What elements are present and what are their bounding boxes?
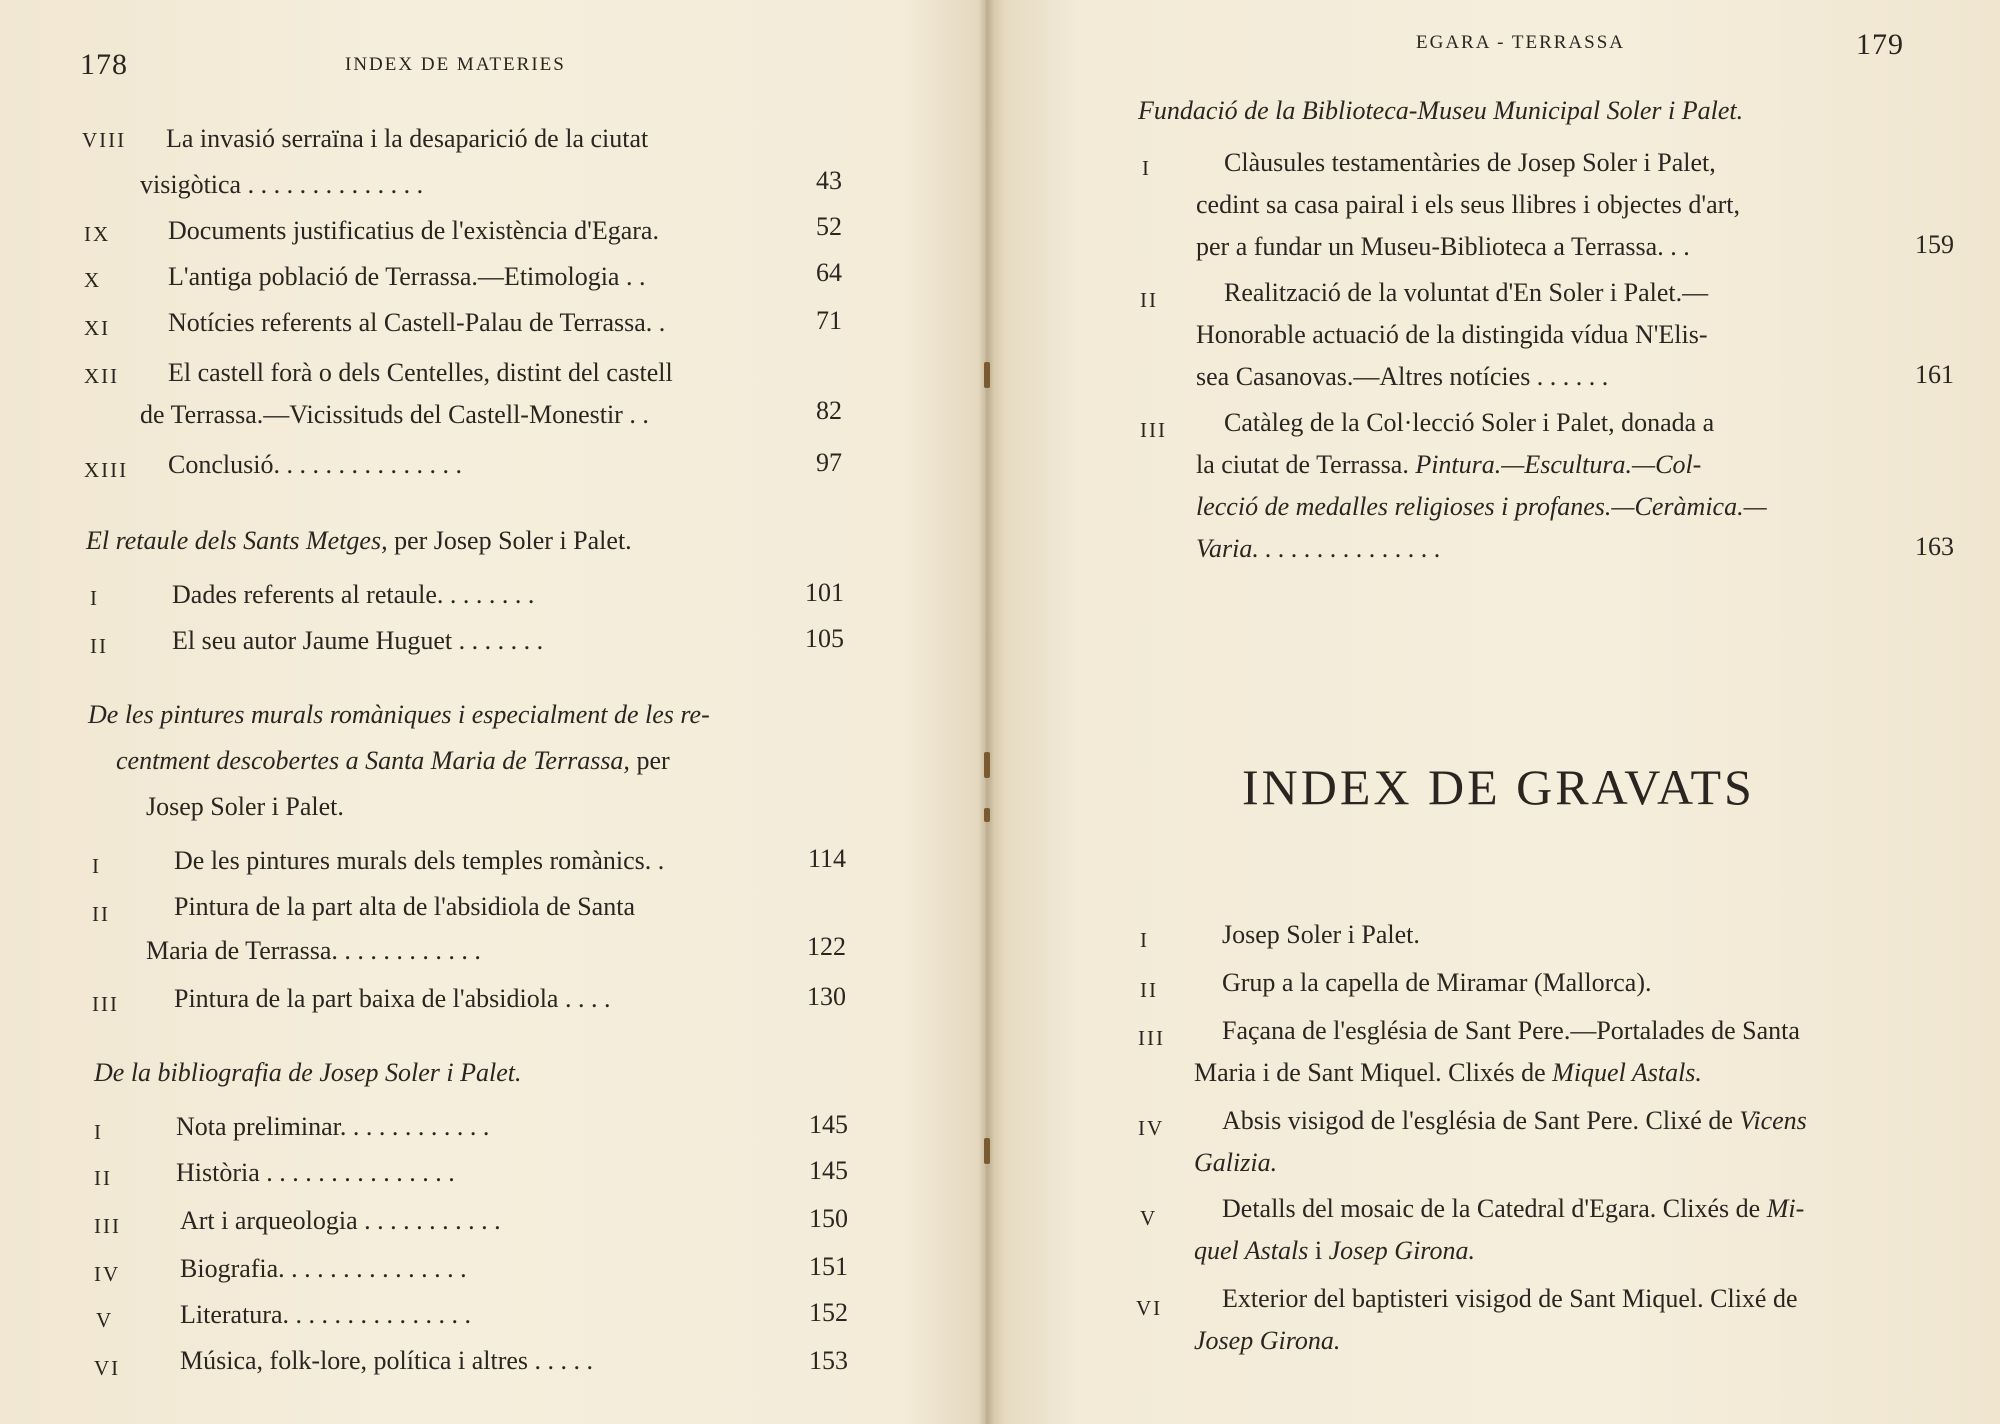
entry-numeral: XII (84, 364, 120, 388)
page-ref: 145 (809, 1110, 848, 1139)
entry-text: Maria de Terrassa. . . . . . . . . . . . (146, 936, 481, 965)
entry-numeral: IX (84, 222, 111, 246)
entry-text: de Terrassa.—Vicissituds del Castell-Monestir . . (140, 400, 649, 429)
entry-text: Josep Soler i Palet. (1222, 920, 1420, 949)
section-title (86, 526, 632, 556)
entry-text: Catàleg de la Col·lecció Soler i Palet, donada a (1224, 408, 1715, 437)
entry-numeral: V (96, 1308, 114, 1332)
page-ref: 153 (809, 1346, 848, 1375)
entry-text-italic: Josep Girona. (1328, 1236, 1475, 1265)
entry-text: Realització de la voluntat d'En Soler i Palet.— (1224, 278, 1709, 307)
entry-text: Documents justificatius de l'existència d'Egara. (168, 216, 659, 245)
entry-text (1194, 1142, 1277, 1184)
entry-text: Nota preliminar. . . . . . . . . . . . (176, 1112, 490, 1141)
entry-numeral: VI (94, 1356, 121, 1380)
entry-numeral: II (1140, 288, 1158, 312)
running-head: EGARA - TERRASSA (1416, 32, 1626, 53)
page-ref: 114 (807, 844, 846, 873)
entry-text: sea Casanovas.—Altres notícies . . . . . . (1196, 362, 1609, 391)
entry-text: Pintura de la part alta de l'absidiola de Santa (174, 892, 635, 921)
page-number: 178 (80, 48, 128, 81)
page-ref: 130 (807, 982, 846, 1011)
page-ref: 105 (805, 624, 844, 653)
entry-text: Clàusules testamentàries de Josep Soler i Palet, (1224, 148, 1716, 177)
entry-text-italic: Josep Girona. (1194, 1326, 1341, 1355)
page-ref: 71 (816, 306, 842, 335)
entry-text (1194, 1052, 1702, 1094)
left-page (0, 0, 978, 1424)
entry-text-part: Detalls del mosaic de la Catedral d'Egara. Clixés de (1222, 1194, 1761, 1223)
entry-text: visigòtica . . . . . . . . . . . . . . (140, 170, 424, 199)
entry-numeral: VI (1136, 1296, 1163, 1320)
page-ref: 163 (1915, 532, 1954, 561)
page-ref: 161 (1915, 360, 1954, 389)
binding-stitch (984, 752, 990, 778)
section-title (1138, 96, 1743, 126)
entry-text: lecció de medalles religioses i profanes.—Ceràmica.— (1196, 492, 1767, 521)
section-title (116, 746, 670, 776)
running-head: INDEX DE MATERIES (345, 54, 566, 75)
entry-text (1196, 444, 1701, 486)
entry-text: De les pintures murals dels temples romànics. . (174, 846, 665, 875)
entry-text: La invasió serraïna i la desaparició de la ciutat (166, 124, 649, 153)
entry-text: L'antiga població de Terrassa.—Etimologia . . (168, 262, 646, 291)
binding-stitch (984, 1138, 990, 1164)
page-ref: 82 (816, 396, 842, 425)
page-ref: 150 (809, 1204, 848, 1233)
page-ref: 97 (816, 448, 842, 477)
entry-text: Grup a la capella de Miramar (Mallorca). (1222, 968, 1652, 997)
entry-text (1194, 1320, 1340, 1362)
section-title-italic: centment descobertes a Santa Maria de Terrassa, (116, 746, 630, 775)
page-ref: 52 (816, 212, 842, 241)
entry-numeral: V (1140, 1206, 1158, 1230)
entry-numeral: III (1138, 1026, 1165, 1050)
entry-numeral: XI (84, 316, 111, 340)
entry-numeral: I (94, 1120, 103, 1144)
entry-numeral: I (92, 854, 101, 878)
entry-text (1222, 1188, 1804, 1230)
page-title: INDEX DE GRAVATS (1242, 759, 1755, 815)
entry-numeral: II (92, 902, 110, 926)
entry-numeral: X (84, 268, 102, 292)
right-page (994, 0, 2000, 1424)
entry-numeral: I (90, 586, 99, 610)
section-title-italic: De les pintures murals romàniques i especialment de les re- (88, 700, 710, 729)
entry-text: Varia. . . . . . . . . . . . . . . (1196, 534, 1441, 563)
entry-text: Façana de l'església de Sant Pere.—Portalades de Santa (1222, 1016, 1800, 1045)
section-title-rest: per (629, 746, 670, 775)
entry-text: Pintura de la part baixa de l'absidiola . . . . (174, 984, 611, 1013)
entry-numeral: II (1140, 978, 1158, 1002)
entry-text: Literatura. . . . . . . . . . . . . . . (180, 1300, 471, 1329)
entry-numeral: III (94, 1214, 121, 1238)
entry-text: Història . . . . . . . . . . . . . . . (176, 1158, 455, 1187)
entry-text-italic: Galizia. (1194, 1148, 1278, 1177)
entry-numeral: II (94, 1166, 112, 1190)
entry-text: Conclusió. . . . . . . . . . . . . . . (168, 450, 462, 479)
section-title (88, 700, 710, 730)
page-ref: 43 (816, 166, 842, 195)
page-ref: 151 (809, 1252, 848, 1281)
entry-text-italic: quel Astals (1194, 1236, 1309, 1265)
section-title-rest: per Josep Soler i Palet. (387, 526, 632, 555)
entry-text (1194, 1230, 1475, 1272)
page-ref: 152 (809, 1298, 848, 1327)
entry-text: cedint sa casa pairal i els seus llibres i objectes d'art, (1196, 190, 1740, 219)
section-title-italic: Fundació de la Biblioteca-Museu Municipal Soler i Palet. (1138, 96, 1744, 125)
entry-text: Biografia. . . . . . . . . . . . . . . (180, 1254, 467, 1283)
page-ref: 159 (1915, 230, 1954, 259)
entry-text: Honorable actuació de la distingida vídua N'Elis- (1196, 320, 1708, 349)
entry-text (1222, 1100, 1807, 1142)
entry-text-italic: Mi- (1760, 1194, 1805, 1223)
entry-text: per a fundar un Museu-Biblioteca a Terrassa. . . (1196, 232, 1690, 261)
page-ref: 122 (807, 932, 846, 961)
entry-text-part: la ciutat de Terrassa. (1196, 450, 1409, 479)
page-ref: 145 (809, 1156, 848, 1185)
entry-text-italic: Vicens (1732, 1106, 1807, 1135)
entry-text: Música, folk-lore, política i altres . . . . . (180, 1346, 594, 1375)
page-ref: 64 (816, 258, 842, 287)
entry-text-italic: Miquel Astals. (1545, 1058, 1702, 1087)
entry-text-part: i (1308, 1236, 1329, 1265)
entry-text: Dades referents al retaule. . . . . . . . (172, 580, 535, 609)
book-gutter (978, 0, 994, 1424)
entry-text: Exterior del baptisteri visigod de Sant Miquel. Clixé de (1222, 1284, 1798, 1313)
entry-text-part: Absis visigod de l'església de Sant Pere. Clixé de (1222, 1106, 1733, 1135)
entry-numeral: III (1140, 418, 1167, 442)
page-ref: 101 (805, 578, 844, 607)
entry-numeral: XIII (84, 458, 129, 482)
entry-numeral: IV (94, 1262, 121, 1286)
entry-text: El seu autor Jaume Huguet . . . . . . . (172, 626, 544, 655)
section-title-italic: El retaule dels Sants Metges, (86, 526, 388, 555)
entry-numeral: III (92, 992, 119, 1016)
entry-numeral: I (1142, 156, 1151, 180)
entry-text: Art i arqueologia . . . . . . . . . . . (180, 1206, 501, 1235)
section-title: Josep Soler i Palet. (146, 792, 344, 821)
entry-numeral: II (90, 634, 108, 658)
binding-stitch (984, 362, 990, 388)
entry-numeral: VIII (82, 128, 127, 152)
binding-stitch (984, 808, 990, 822)
section-title-italic: De la bibliografia de Josep Soler i Palet. (94, 1058, 522, 1087)
entry-numeral: IV (1138, 1116, 1165, 1140)
entry-text-part: Maria i de Sant Miquel. Clixés de (1194, 1058, 1546, 1087)
section-title (94, 1058, 522, 1088)
entry-text: El castell forà o dels Centelles, distint del castell (168, 358, 673, 387)
entry-numeral: I (1140, 928, 1149, 952)
entry-text: Notícies referents al Castell-Palau de Terrassa. . (168, 308, 666, 337)
page-number: 179 (1856, 28, 1904, 61)
entry-text-italic: Pintura.—Escultura.—Col- (1408, 450, 1702, 479)
